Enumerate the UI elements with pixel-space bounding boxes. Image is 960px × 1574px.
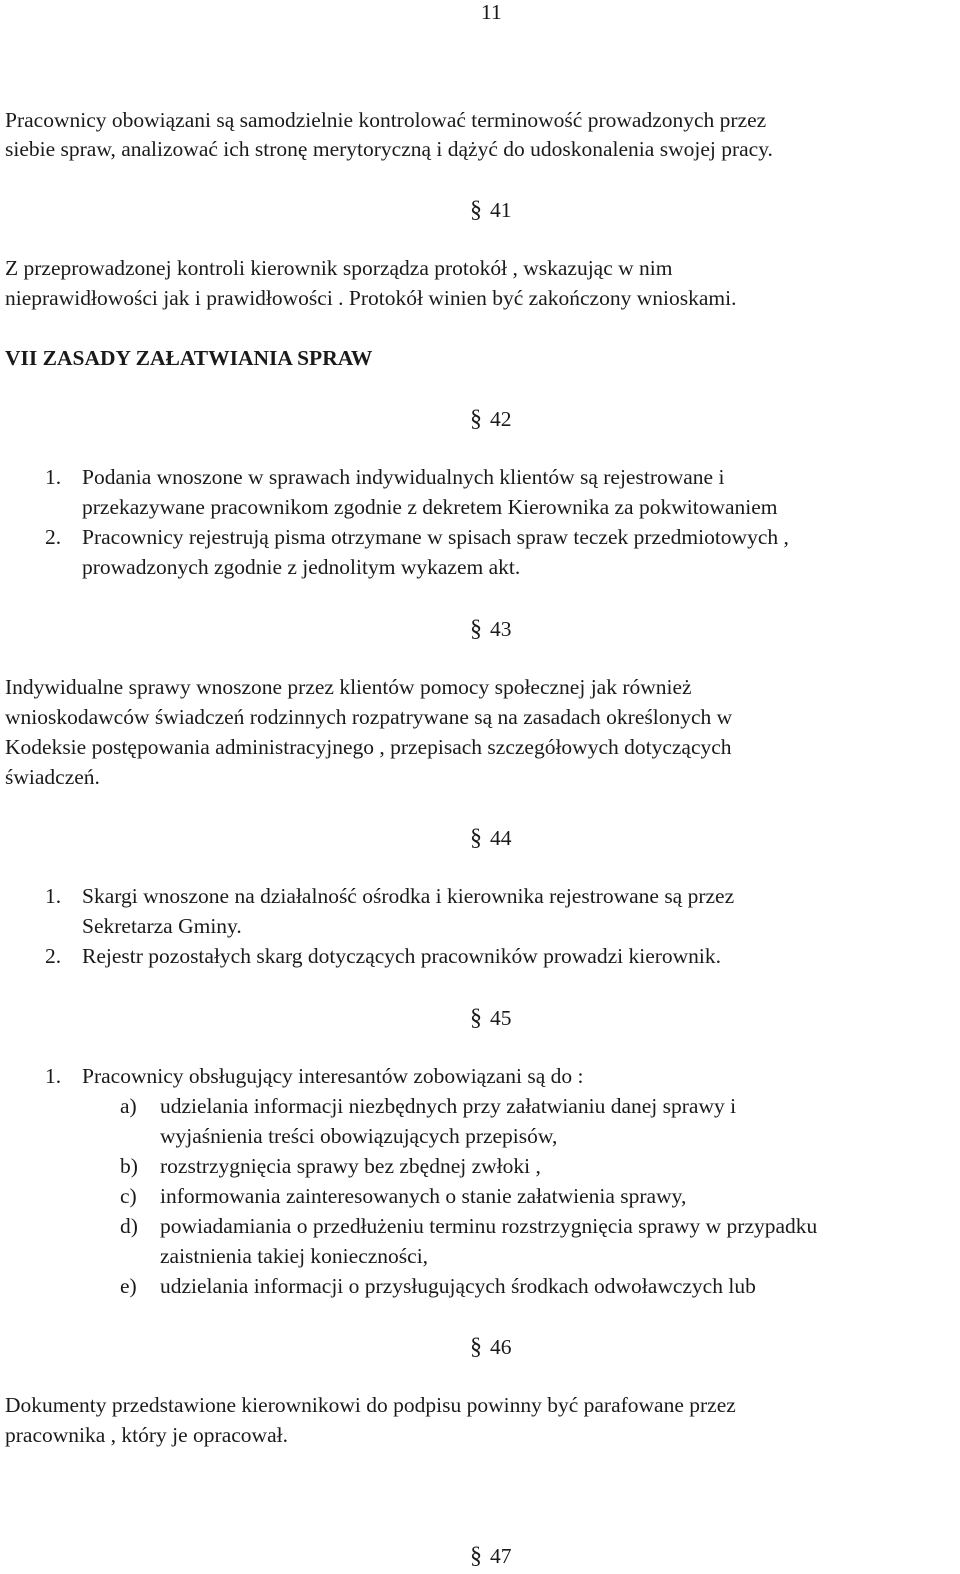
section-number: 45: [490, 1006, 512, 1030]
list-item-line: Skargi wnoszone na działalność ośrodka i kierownika rejestrowane są przez: [82, 884, 735, 908]
section-symbol: §: [470, 1005, 482, 1031]
sublist-item-line: udzielania informacji niezbędnych przy załatwianiu danej sprawy i: [160, 1094, 737, 1118]
section-41-heading: [470, 198, 512, 222]
section-symbol: §: [470, 1543, 482, 1569]
list-item-line: przekazywane pracownikom zgodnie z dekretem Kierownika za pokwitowaniem: [82, 495, 778, 519]
section-symbol: §: [470, 406, 482, 432]
list-number: 2.: [45, 944, 62, 968]
list-item-line: Pracownicy rejestrują pisma otrzymane w spisach spraw teczek przedmiotowych ,: [82, 525, 789, 549]
section-43-heading: [470, 617, 512, 641]
list-number: 1.: [45, 884, 62, 908]
sublist-item-line: powiadamiania o przedłużeniu terminu rozstrzygnięcia sprawy w przypadku: [160, 1214, 818, 1238]
list-number: 2.: [45, 525, 62, 549]
section-47-heading: [470, 1544, 512, 1568]
sublist-letter: d): [120, 1214, 138, 1238]
sublist-item-line: wyjaśnienia treści obowiązujących przepisów,: [160, 1124, 558, 1148]
section-symbol: §: [470, 825, 482, 851]
list-number: 1.: [45, 465, 62, 489]
section-number: 41: [490, 198, 512, 222]
list-item-line: prowadzonych zgodnie z jednolitym wykazem akt.: [82, 555, 521, 579]
paragraph-line: Indywidualne sprawy wnoszone przez klientów pomocy społecznej jak również: [5, 675, 692, 699]
chapter-heading: VII ZASADY ZAŁATWIANIA SPRAW: [5, 346, 373, 370]
sublist-item-line: informowania zainteresowanych o stanie załatwienia sprawy,: [160, 1184, 687, 1208]
section-45-heading: [470, 1006, 512, 1030]
paragraph-line: nieprawidłowości jak i prawidłowości . Protokół winien być zakończony wnioskami.: [5, 286, 737, 310]
section-symbol: §: [470, 1334, 482, 1360]
list-number: 1.: [45, 1064, 62, 1088]
section-number: 46: [490, 1335, 512, 1359]
sublist-letter: a): [120, 1094, 137, 1118]
section-number: 47: [490, 1544, 512, 1568]
sublist-letter: c): [120, 1184, 137, 1208]
section-symbol: §: [470, 616, 482, 642]
list-item-line: Pracownicy obsługujący interesantów zobowiązani są do :: [82, 1064, 584, 1088]
sublist-letter: b): [120, 1154, 138, 1178]
paragraph-line: Pracownicy obowiązani są samodzielnie kontrolować terminowość prowadzonych przez: [5, 108, 767, 132]
sublist-item-line: zaistnienia takiej konieczności,: [160, 1244, 429, 1268]
section-44-heading: [470, 826, 512, 850]
paragraph-line: Kodeksie postępowania administracyjnego , przepisach szczegółowych dotyczących: [5, 735, 732, 759]
section-42-heading: [470, 407, 512, 431]
section-number: 44: [490, 826, 512, 850]
page-number: 11: [481, 0, 502, 24]
paragraph-line: siebie spraw, analizować ich stronę merytoryczną i dążyć do udoskonalenia swojej pracy.: [5, 137, 773, 161]
paragraph-line: pracownika , który je opracował.: [5, 1423, 288, 1447]
sublist-item-line: udzielania informacji o przysługujących środkach odwoławczych lub: [160, 1274, 756, 1298]
sublist-letter: e): [120, 1274, 137, 1298]
section-number: 43: [490, 617, 512, 641]
sublist-item-line: rozstrzygnięcia sprawy bez zbędnej zwłoki ,: [160, 1154, 541, 1178]
paragraph-line: Z przeprowadzonej kontroli kierownik sporządza protokół , wskazując w nim: [5, 256, 673, 280]
paragraph-line: wnioskodawców świadczeń rodzinnych rozpatrywane są na zasadach określonych w: [5, 705, 733, 729]
list-item-line: Sekretarza Gminy.: [82, 914, 242, 938]
section-number: 42: [490, 407, 512, 431]
paragraph-line: świadczeń.: [5, 765, 100, 789]
list-item-line: Rejestr pozostałych skarg dotyczących pracowników prowadzi kierownik.: [82, 944, 722, 968]
section-symbol: §: [470, 197, 482, 223]
paragraph-line: Dokumenty przedstawione kierownikowi do podpisu powinny być parafowane przez: [5, 1393, 736, 1417]
section-46-heading: [470, 1335, 512, 1359]
list-item-line: Podania wnoszone w sprawach indywidualnych klientów są rejestrowane i: [82, 465, 725, 489]
